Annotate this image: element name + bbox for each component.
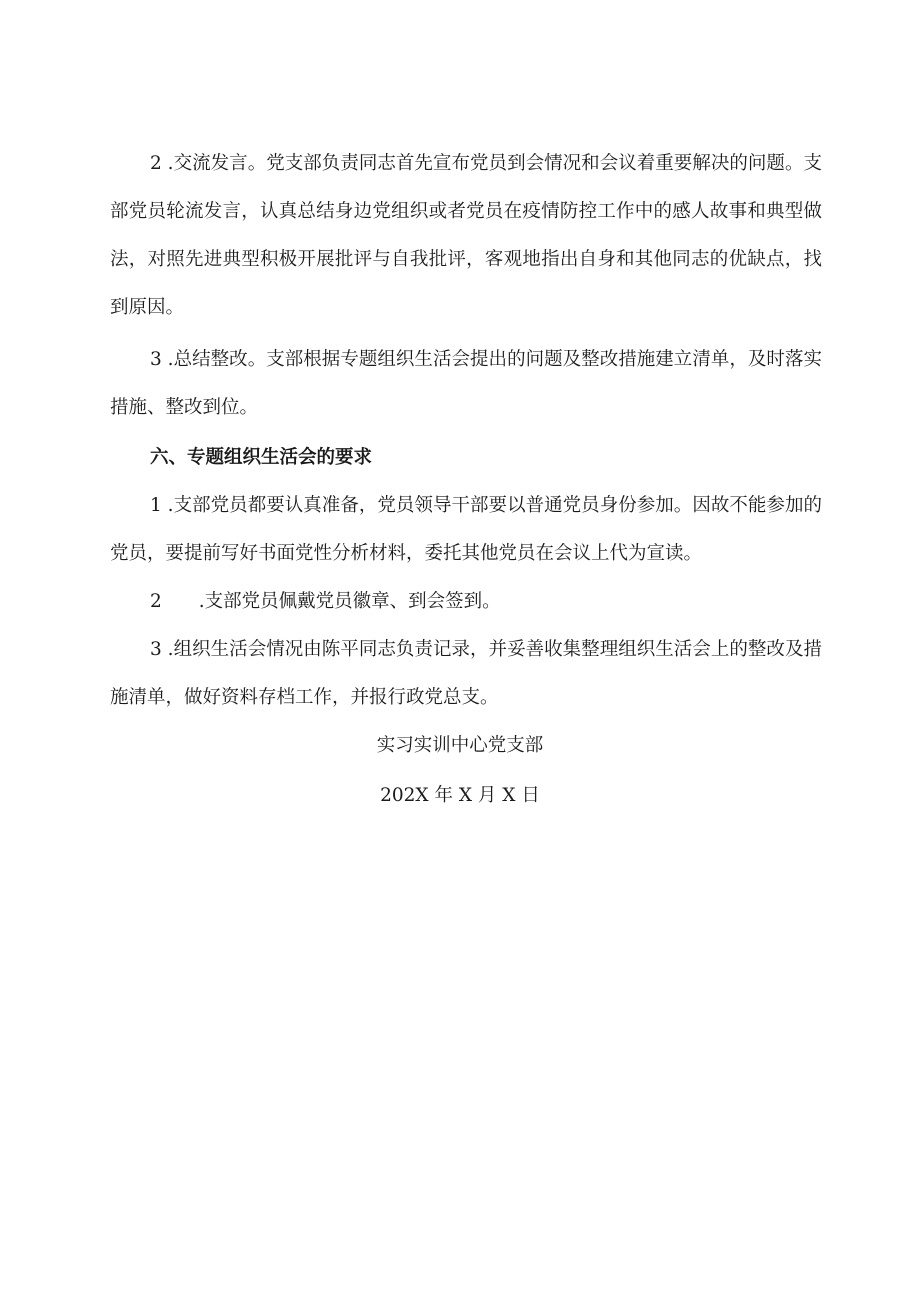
signature-date: 202X 年 X 月 X 日: [380, 785, 540, 806]
paragraph-requirement-1: 1 .支部党员都要认真准备，党员领导干部要以普通党员身份参加。因故不能参加的党员，要提前写好书面党性分析材料，委托其他党员在会议上代为宣读。: [110, 495, 822, 564]
section-heading-requirements: 六、专题组织生活会的要求: [150, 447, 373, 468]
paragraph-exchange-speeches: 2 .交流发言。党支部负责同志首先宣布党员到会情况和会议着重要解决的问题。支部党员轮流发言，认真总结身边党组织或者党员在疫情防控工作中的感人故事和典型做法，对照先进典型积极开展批评与自我批评，客观地指出自身和其他同志的优缺点，找到原因。: [110, 153, 822, 318]
paragraph-requirement-3: 3 .组织生活会情况由陈平同志负责记录，并妥善收集整理组织生活会上的整改及措施清单，做好资料存档工作，并报行政党总支。: [110, 639, 822, 708]
signature-organization: 实习实训中心党支部: [376, 735, 544, 756]
paragraph-requirement-2: 2 .支部党员佩戴党员徽章、到会签到。: [150, 591, 501, 612]
paragraph-summary-rectification: 3 .总结整改。支部根据专题组织生活会提出的问题及整改措施建立清单，及时落实措施、整改到位。: [110, 349, 822, 418]
